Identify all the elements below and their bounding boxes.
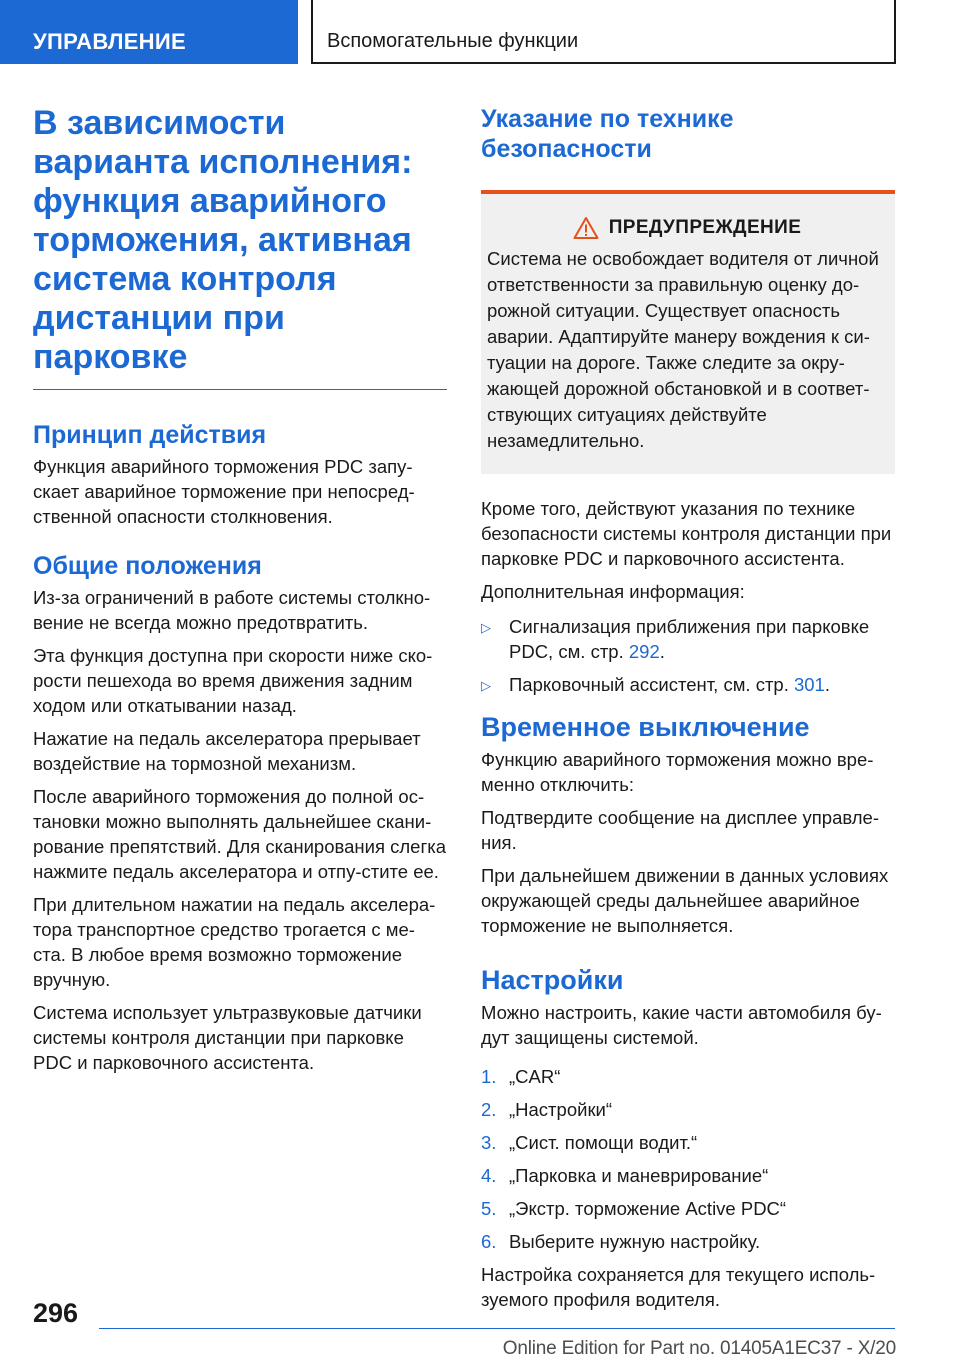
warning-text: Система не освобождает водителя от личной ответственности за правильную оценку до-рожной ситуации. Существует опасность аварии. Адаптируйте манеру вождения к си-туации на дороге. Также следите за окру-жающей дорожной обстановкой и в соответ-ствующих ситуациях действуйте незамедлительно. bbox=[487, 248, 879, 451]
chapter-title: Вспомогательные функции bbox=[311, 0, 896, 64]
general-paragraph: Система использует ультразвуковые датчики системы контроля дистанции при парковке PDC и парковочного ассистента. bbox=[33, 1002, 422, 1073]
page-link[interactable]: 292 bbox=[628, 641, 660, 662]
principle-heading: Принцип действия bbox=[33, 421, 267, 449]
general-paragraph: Из-за ограничений в работе системы столкно-вение не всегда можно предотвратить. bbox=[33, 587, 431, 633]
step-item bbox=[481, 1097, 895, 1122]
general-paragraph: При длительном нажатии на педаль акселера-тора транспортное средство трогается с ме-ста. В любое время возможно торможение вручную. bbox=[33, 894, 436, 990]
settings-heading: Настройки bbox=[481, 965, 624, 995]
step-item bbox=[481, 1196, 895, 1221]
warning-triangle-icon bbox=[573, 216, 599, 240]
settings-intro: Можно настроить, какие части автомобиля бу-дут защищены системой. bbox=[481, 1002, 882, 1048]
list-item-text: Парковочный ассистент, см. стр. bbox=[509, 674, 794, 695]
general-paragraph: Эта функция доступна при скорости ниже ско-рости пешехода во время движения задним ходом или откатывании назад. bbox=[33, 645, 433, 716]
temp-off-paragraph: Функцию аварийного торможения можно вре-менно отключить: bbox=[481, 749, 874, 795]
step-number: 6. bbox=[481, 1231, 497, 1252]
general-paragraph: После аварийного торможения до полной ос-тановки можно выполнять дальнейшее скани-рование препятствий. Для сканирования слегка нажмите педаль акселератора и отпу-стите ее. bbox=[33, 786, 446, 882]
safety-heading: Указание по технике безопасности bbox=[481, 105, 734, 163]
page-title: В зависимости варианта исполнения: функция аварийного торможения, активная система контроля дистанции при парковке bbox=[33, 104, 413, 376]
step-text: Выберите нужную настройку. bbox=[509, 1231, 761, 1252]
reference-list bbox=[481, 614, 895, 697]
step-text: „CAR“ bbox=[509, 1066, 561, 1087]
step-number: 2. bbox=[481, 1099, 497, 1120]
step-item bbox=[481, 1064, 895, 1089]
more-info-label: Дополнительная информация: bbox=[481, 581, 745, 602]
step-item bbox=[481, 1229, 895, 1254]
warning-box bbox=[481, 190, 895, 474]
page-link[interactable]: 301 bbox=[793, 674, 825, 695]
settings-steps bbox=[481, 1064, 895, 1254]
temp-off-heading: Временное выключение bbox=[481, 712, 810, 742]
step-text: „Экстр. торможение Active PDC“ bbox=[509, 1198, 787, 1219]
warning-label: ПРЕДУПРЕЖДЕНИЕ bbox=[608, 217, 802, 238]
right-column bbox=[481, 104, 895, 1312]
title-divider bbox=[33, 389, 447, 390]
footer-divider bbox=[99, 1328, 895, 1329]
triangle-right-icon: ▷ bbox=[481, 620, 491, 635]
step-number: 5. bbox=[481, 1198, 497, 1219]
list-item: ▷ Сигнализация приближения при парковке PDC, см. стр. 292. bbox=[481, 616, 870, 662]
edition-note: Online Edition for Part no. 01405A1EC37 - X/20 bbox=[502, 1338, 896, 1359]
step-text: „Парковка и маневрирование“ bbox=[509, 1165, 769, 1186]
left-column bbox=[33, 104, 447, 1075]
temp-off-paragraph: Подтвердите сообщение на дисплее управле-ния. bbox=[481, 807, 880, 853]
warning-header bbox=[487, 216, 887, 240]
general-heading: Общие положения bbox=[33, 552, 262, 580]
step-number: 4. bbox=[481, 1165, 497, 1186]
list-item-text: Сигнализация приближения при парковке PDC, см. стр. bbox=[509, 616, 870, 662]
general-paragraph: Нажатие на педаль акселератора прерывает воздействие на тормозной механизм. bbox=[33, 728, 421, 774]
page-number: 296 bbox=[33, 1298, 79, 1328]
step-text: „Настройки“ bbox=[509, 1099, 613, 1120]
step-text: „Сист. помощи водит.“ bbox=[509, 1132, 698, 1153]
settings-outro: Настройка сохраняется для текущего исполь-зуемого профиля водителя. bbox=[481, 1264, 876, 1310]
principle-text: Функция аварийного торможения PDC запу-скает аварийное торможение при непосред-ственной опасности столкновения. bbox=[33, 456, 415, 527]
list-item: ▷ Парковочный ассистент, см. стр. 301. bbox=[481, 674, 830, 695]
step-number: 3. bbox=[481, 1132, 497, 1153]
temp-off-paragraph: При дальнейшем движении в данных условиях окружающей среды дальнейшее аварийное торможение не выполняется. bbox=[481, 865, 889, 936]
triangle-right-icon: ▷ bbox=[481, 678, 491, 693]
safety-text: Кроме того, действуют указания по технике безопасности системы контроля дистанции при парковке PDC и парковочного ассистента. bbox=[481, 498, 892, 569]
step-item bbox=[481, 1163, 895, 1188]
step-number: 1. bbox=[481, 1066, 497, 1087]
step-item bbox=[481, 1130, 895, 1155]
section-tab: УПРАВЛЕНИЕ bbox=[0, 0, 298, 64]
